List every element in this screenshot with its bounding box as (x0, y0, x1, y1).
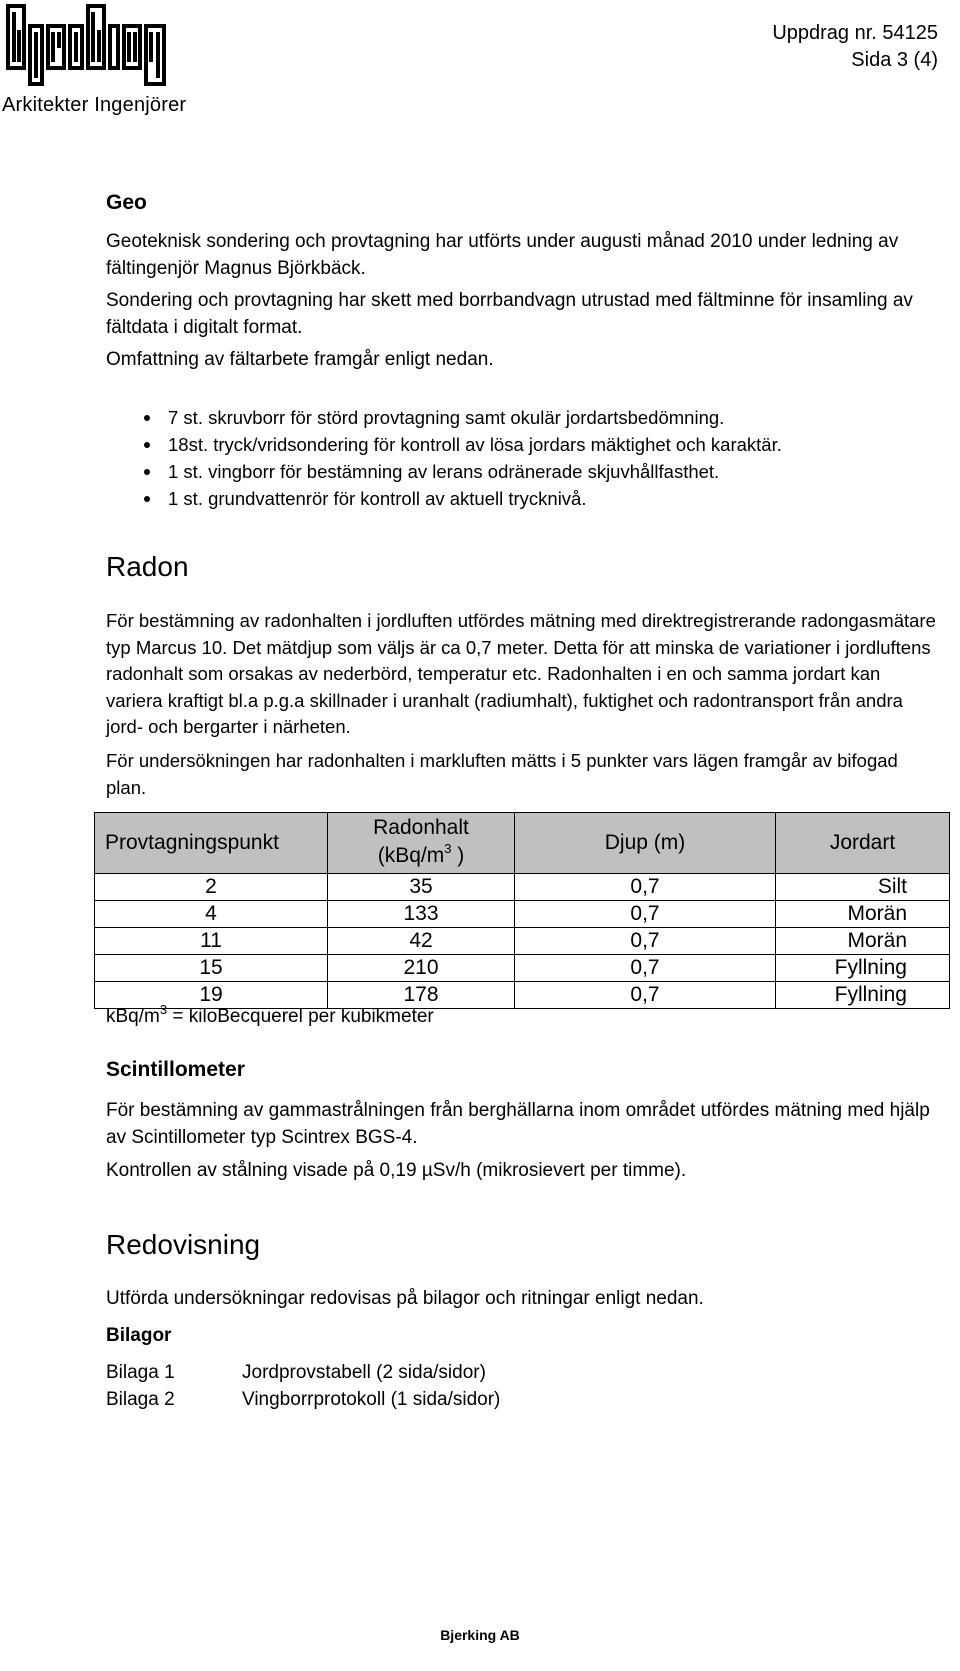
page-number: Sida 3 (4) (851, 49, 938, 71)
scintillometer-heading: Scintillometer (106, 1058, 245, 1081)
cell-djup: 0,7 (515, 982, 776, 1009)
col-header-provtagningspunkt: Provtagningspunkt (95, 813, 328, 874)
geo-paragraph-3: Omfattning av fältarbete framgår enligt nedan. (106, 349, 494, 370)
cell-djup: 0,7 (515, 955, 776, 982)
geo-paragraph-2: Sondering och provtagning har skett med borrbandvagn utrustad med fältminne för insamling av fältdata i digitalt format. (106, 290, 913, 338)
uppdrag-number: Uppdrag nr. 54125 (772, 22, 938, 44)
footnote-unit: kBq/m (106, 1006, 160, 1027)
cell-jordart: Morän (776, 928, 950, 955)
list-item (106, 1386, 500, 1413)
cell-jordart: Morän (776, 901, 950, 928)
radon-table (94, 812, 950, 1009)
table-row (95, 901, 950, 928)
bilaga-text: Vingborrprotokoll (1 sida/sidor) (242, 1389, 501, 1410)
list-item (106, 1359, 500, 1386)
bilagor-heading: Bilagor (106, 1325, 172, 1346)
table-row (95, 928, 950, 955)
table-header-row (95, 813, 950, 874)
table-row (95, 982, 950, 1009)
cell-punkt: 15 (95, 955, 328, 982)
bilaga-label: Bilaga 2 (106, 1389, 175, 1410)
bilagor-list (106, 1359, 500, 1413)
cell-djup: 0,7 (515, 874, 776, 901)
cell-punkt: 11 (95, 928, 328, 955)
redovisning-paragraph: Utförda undersökningar redovisas på bilagor och ritningar enligt nedan. (106, 1288, 704, 1309)
list-item: 1 st. vingborr för bestämning av lerans odränerade skjuvhållfasthet. (106, 458, 782, 485)
radonhalt-unit-sup: 3 (444, 841, 452, 856)
geo-paragraph-1: Geoteknisk sondering och provtagning har utförts under augusti månad 2010 under ledning av fältingenjör Magnus Björkbäck. (106, 231, 899, 279)
radonhalt-unit-end: ) (451, 844, 465, 867)
unit-footnote (106, 1002, 434, 1028)
company-logo (0, 0, 200, 120)
radonhalt-unit: (kBq/m (377, 844, 445, 867)
col-header-radonhalt (328, 813, 515, 874)
cell-djup: 0,7 (515, 928, 776, 955)
cell-radonhalt: 35 (328, 874, 515, 901)
cell-radonhalt: 210 (328, 955, 515, 982)
page-footer: Bjerking AB (440, 1627, 520, 1643)
redovisning-heading: Redovisning (106, 1229, 261, 1260)
list-item: 7 st. skruvborr för störd provtagning samt okulär jordartsbedömning. (106, 404, 782, 431)
radon-heading: Radon (106, 551, 189, 582)
bjerking-logo-mark (0, 0, 180, 92)
cell-punkt: 19 (95, 982, 328, 1009)
cell-djup: 0,7 (515, 901, 776, 928)
bilaga-text: Jordprovstabell (2 sida/sidor) (242, 1362, 486, 1383)
col-header-jordart: Jordart (776, 813, 950, 874)
cell-jordart: Silt (776, 874, 950, 901)
bilaga-label: Bilaga 1 (106, 1362, 175, 1383)
cell-punkt: 2 (95, 874, 328, 901)
footnote-text: = kiloBecquerel per kubikmeter (167, 1006, 434, 1027)
geo-bullet-list (106, 404, 782, 512)
page-header-info (772, 20, 938, 74)
radonhalt-label: Radonhalt (373, 816, 469, 839)
footnote-sup: 3 (159, 1002, 168, 1017)
scintillometer-paragraph-2: Kontrollen av stålning visade på 0,19 µSv/h (mikrosievert per timme). (106, 1160, 687, 1181)
table-row (95, 874, 950, 901)
list-item: 1 st. grundvattenrör för kontroll av aktuell trycknivå. (106, 485, 782, 512)
list-item: 18st. tryck/vridsondering för kontroll av lösa jordars mäktighet och karaktär. (106, 431, 782, 458)
col-header-djup: Djup (m) (515, 813, 776, 874)
cell-punkt: 4 (95, 901, 328, 928)
geo-heading: Geo (106, 191, 147, 214)
logo-subtitle: Arkitekter Ingenjörer (2, 94, 187, 116)
cell-radonhalt: 133 (328, 901, 515, 928)
radon-paragraph-2: För undersökningen har radonhalten i markluften mätts i 5 punkter vars lägen framgår av bifogad plan. (106, 750, 898, 798)
cell-jordart: Fyllning (776, 955, 950, 982)
table-row (95, 955, 950, 982)
radon-paragraph-1: För bestämning av radonhalten i jordluften utfördes mätning med direktregistrerande radongasmätare typ Marcus 10. Det mätdjup som väljs är ca 0,7 meter. Detta för att minska de variationer i jordluftens radonhalt som orsakas av nederbörd, temperatur etc. Radonhalten i en och samma jordart kan variera kraftigt bl.a p.g.a skillnader i uranhalt (radiumhalt), fuktighet och radontransport från andra jord- och bergarter i närheten. (106, 610, 936, 737)
scintillometer-paragraph-1: För bestämning av gammastrålningen från berghällarna inom området utfördes mätning med hjälp av Scintillometer typ Scintrex BGS-4. (106, 1100, 930, 1148)
cell-radonhalt: 42 (328, 928, 515, 955)
cell-jordart: Fyllning (776, 982, 950, 1009)
cell-radonhalt: 178 (328, 982, 515, 1009)
